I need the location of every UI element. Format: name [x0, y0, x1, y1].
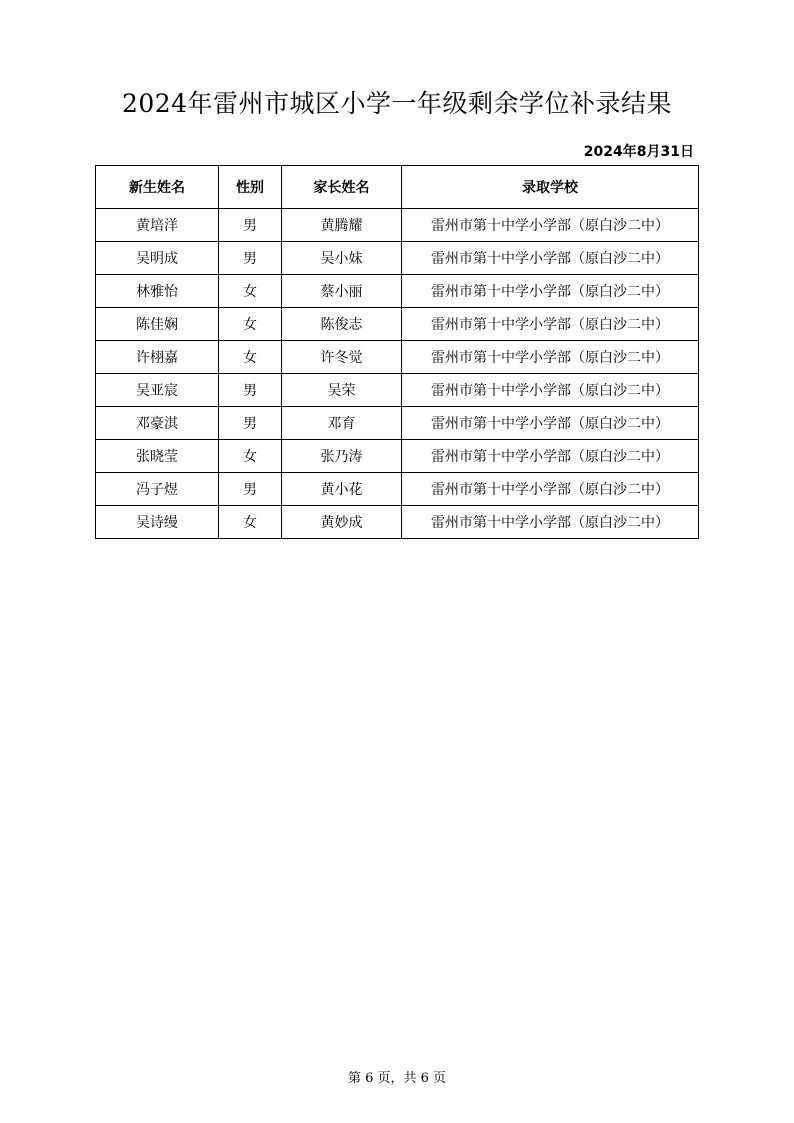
cell-student-name: 林雅怡 — [96, 275, 219, 308]
table-row — [96, 242, 699, 275]
cell-student-name: 吴明成 — [96, 242, 219, 275]
cell-admitted-school: 雷州市第十中学小学部（原白沙二中） — [402, 341, 699, 374]
cell-admitted-school: 雷州市第十中学小学部（原白沙二中） — [402, 506, 699, 539]
cell-admitted-school: 雷州市第十中学小学部（原白沙二中） — [402, 473, 699, 506]
cell-student-name: 黄培洋 — [96, 209, 219, 242]
cell-gender: 男 — [219, 209, 282, 242]
cell-parent-name: 许冬觉 — [282, 341, 402, 374]
header-admitted-school: 录取学校 — [402, 166, 699, 209]
cell-admitted-school: 雷州市第十中学小学部（原白沙二中） — [402, 374, 699, 407]
table-row — [96, 374, 699, 407]
cell-admitted-school: 雷州市第十中学小学部（原白沙二中） — [402, 440, 699, 473]
header-parent-name: 家长姓名 — [282, 166, 402, 209]
cell-parent-name: 黄妙成 — [282, 506, 402, 539]
cell-student-name: 吴亚宸 — [96, 374, 219, 407]
cell-parent-name: 陈俊志 — [282, 308, 402, 341]
admission-results-table — [95, 165, 699, 539]
header-student-name: 新生姓名 — [96, 166, 219, 209]
cell-parent-name: 邓育 — [282, 407, 402, 440]
table-row — [96, 275, 699, 308]
cell-admitted-school: 雷州市第十中学小学部（原白沙二中） — [402, 407, 699, 440]
cell-gender: 女 — [219, 275, 282, 308]
document-title: 2024年雷州市城区小学一年级剩余学位补录结果 — [121, 89, 673, 118]
table-header-row — [96, 166, 699, 209]
table-row — [96, 440, 699, 473]
cell-admitted-school: 雷州市第十中学小学部（原白沙二中） — [402, 242, 699, 275]
cell-student-name: 冯子煜 — [96, 473, 219, 506]
table-row — [96, 506, 699, 539]
cell-student-name: 吴诗缦 — [96, 506, 219, 539]
cell-admitted-school: 雷州市第十中学小学部（原白沙二中） — [402, 308, 699, 341]
cell-gender: 女 — [219, 308, 282, 341]
cell-gender: 女 — [219, 341, 282, 374]
table-row — [96, 209, 699, 242]
cell-gender: 男 — [219, 407, 282, 440]
cell-student-name: 张晓莹 — [96, 440, 219, 473]
cell-gender: 男 — [219, 473, 282, 506]
cell-admitted-school: 雷州市第十中学小学部（原白沙二中） — [402, 209, 699, 242]
cell-gender: 女 — [219, 506, 282, 539]
cell-parent-name: 黄腾耀 — [282, 209, 402, 242]
table-row — [96, 308, 699, 341]
cell-parent-name: 蔡小丽 — [282, 275, 402, 308]
cell-gender: 女 — [219, 440, 282, 473]
cell-admitted-school: 雷州市第十中学小学部（原白沙二中） — [402, 275, 699, 308]
cell-parent-name: 黄小花 — [282, 473, 402, 506]
cell-parent-name: 吴小妹 — [282, 242, 402, 275]
page-number: 第 6 页，共 6 页 — [347, 1071, 447, 1086]
cell-gender: 男 — [219, 374, 282, 407]
cell-student-name: 陈佳娴 — [96, 308, 219, 341]
table-row — [96, 473, 699, 506]
document-date: 2024年8月31日 — [583, 144, 694, 160]
header-gender: 性别 — [219, 166, 282, 209]
cell-student-name: 许栩嘉 — [96, 341, 219, 374]
cell-gender: 男 — [219, 242, 282, 275]
table-row — [96, 407, 699, 440]
cell-parent-name: 张乃涛 — [282, 440, 402, 473]
cell-student-name: 邓豪淇 — [96, 407, 219, 440]
table-row — [96, 341, 699, 374]
cell-parent-name: 吴荣 — [282, 374, 402, 407]
